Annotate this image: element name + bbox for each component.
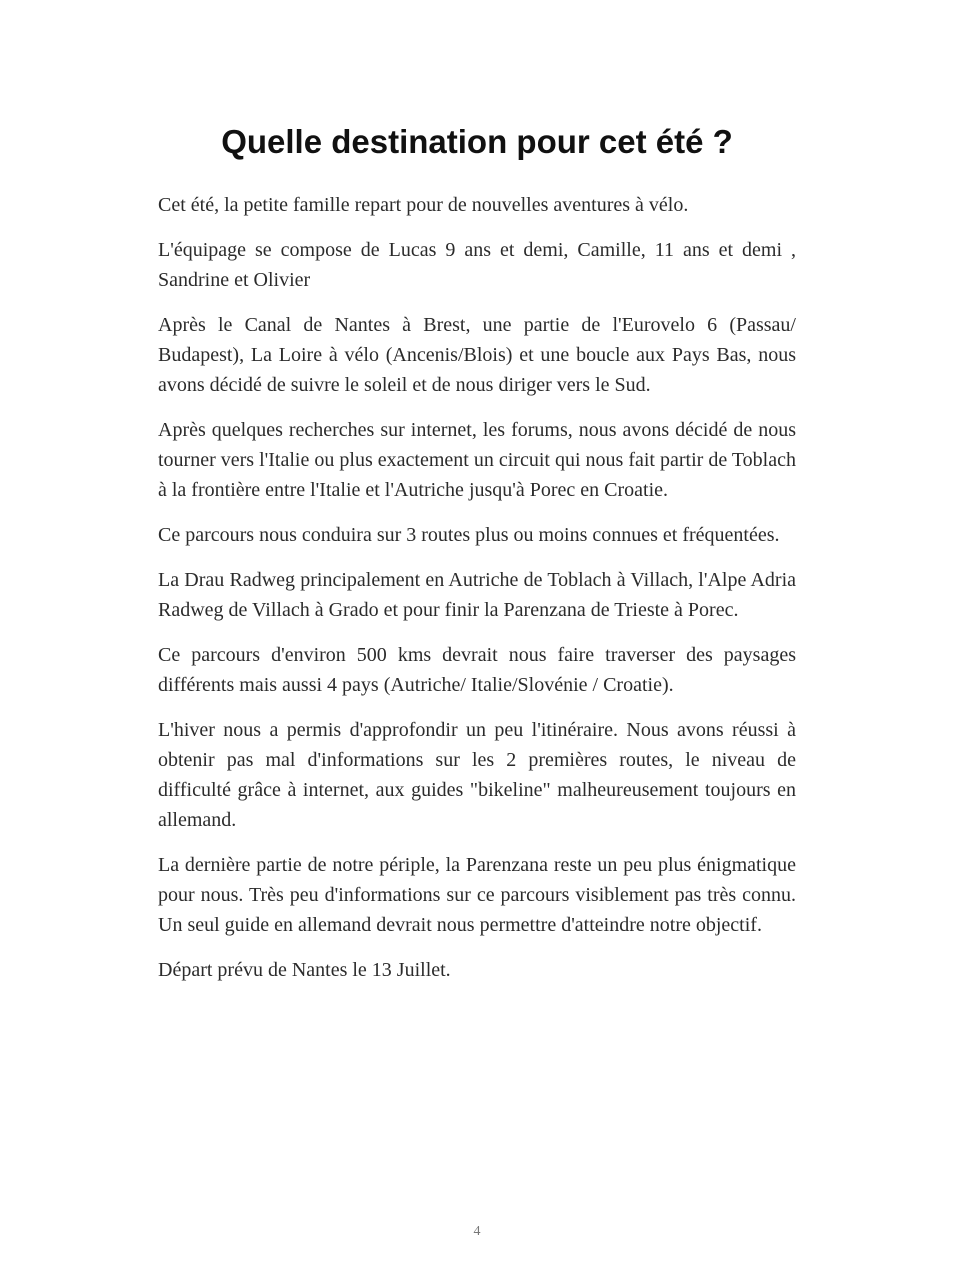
paragraph-routes-list: La Drau Radweg principalement en Autriche de Toblach à Villach, l'Alpe Adria Radweg de Villach à Grado et pour finir la Parenzana de Trieste à Porec. — [158, 569, 796, 621]
paragraph-crew: L'équipage se compose de Lucas 9 ans et demi, Camille, 11 ans et demi , Sandrine et Olivier — [158, 239, 796, 291]
body-text — [158, 190, 796, 1000]
paragraph-parenzana: La dernière partie de notre périple, la Parenzana reste un peu plus énigmatique pour nous. Très peu d'informations sur ce parcours visiblement pas très connu. Un seul guide en allemand devrait nous permettre d'atteindre notre objectif. — [158, 854, 796, 936]
paragraph-routes-intro: Ce parcours nous conduira sur 3 routes plus ou moins connues et fréquentées. — [158, 524, 780, 546]
paragraph-departure: Départ prévu de Nantes le 13 Juillet. — [158, 959, 451, 981]
page-number: 4 — [473, 1224, 481, 1239]
paragraph-intro: Cet été, la petite famille repart pour de nouvelles aventures à vélo. — [158, 194, 689, 216]
page-title: Quelle destination pour cet été ? — [221, 123, 733, 160]
paragraph-research: Après quelques recherches sur internet, les forums, nous avons décidé de nous tourner vers l'Italie ou plus exactement un circuit qui nous fait partir de Toblach à la frontière entre l'Italie et l'Autriche jusqu'à Porec en Croatie. — [158, 419, 796, 501]
paragraph-previous-trips: Après le Canal de Nantes à Brest, une partie de l'Eurovelo 6 (Passau/ Budapest), La Loire à vélo (Ancenis/Blois) et une boucle aux Pays Bas, nous avons décidé de suivre le soleil et de nous diriger vers le Sud. — [158, 314, 796, 396]
paragraph-distance: Ce parcours d'environ 500 kms devrait nous faire traverser des paysages différents mais aussi 4 pays (Autriche/ Italie/Slovénie / Croatie). — [158, 644, 796, 696]
paragraph-winter-prep: L'hiver nous a permis d'approfondir un peu l'itinéraire. Nous avons réussi à obtenir pas mal d'informations sur les 2 premières routes, le niveau de difficulté grâce à internet, aux guides "bikeline" malheureusement toujours en allemand. — [158, 719, 796, 831]
